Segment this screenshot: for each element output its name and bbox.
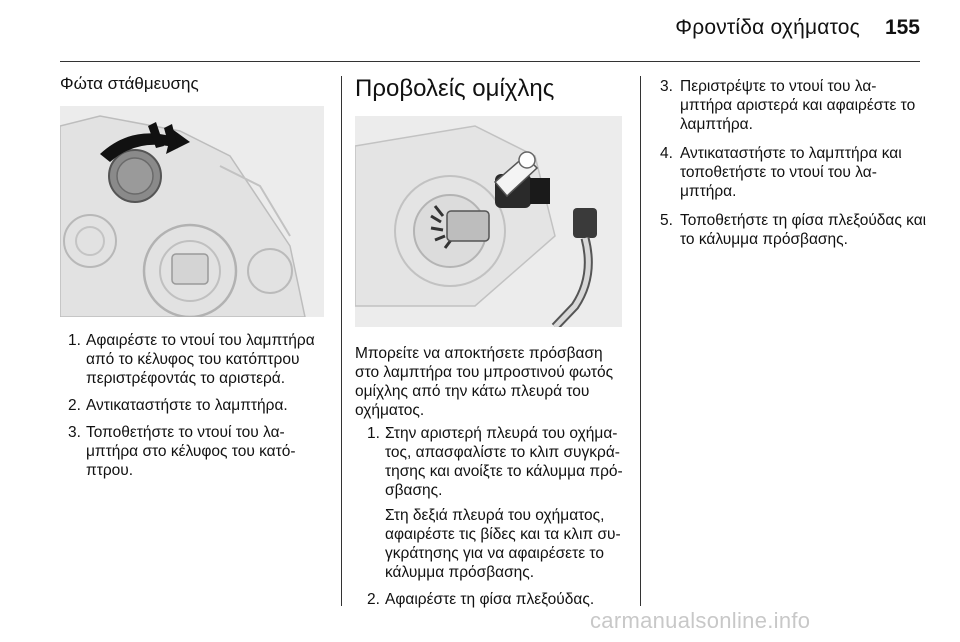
list-item: 4. Αντικαταστήστε το λαμπτήρα και τοποθετήστε το ντουί του λα-μπτήρα. <box>660 145 902 200</box>
header-rule <box>60 61 920 62</box>
list-item: 1. Αφαιρέστε το ντουί του λαμπτήρα από το κέλυφος του κατόπτρου περιστρέφοντάς το αριστερά. <box>68 332 315 387</box>
step-sub-paragraph: Στη δεξιά πλευρά του οχήματος, αφαιρέστε τις βίδες και τα κλιπ συ-γκράτησης για να αφαιρέσετε το κάλυμμα πρόσβασης. <box>385 507 621 581</box>
running-header-title: Φροντίδα οχήματος <box>675 16 860 39</box>
list-item: 2. Αφαιρέστε τη φίσα πλεξούδας. <box>367 591 595 608</box>
list-item: 2. Αντικαταστήστε το λαμπτήρα. <box>68 397 288 414</box>
page-number: 155 <box>884 16 920 39</box>
left-step-list <box>60 331 328 480</box>
right-step-list <box>660 77 928 249</box>
fog-light-intro-paragraph: Μπορείτε να αποκτήσετε πρόσβαση στο λαμπτήρα του μπροστινού φωτός ομίχλης από την κάτω πλευρά του οχήματος. <box>355 345 614 419</box>
list-item: 1. Στην αριστερή πλευρά του οχήμα-τος, απασφαλίστε το κλιπ συγκρά-τησης και ανοίξτε το κάλυμμα πρό-σβασης. Στη δεξιά πλευρά του οχήματος, αφαιρέστε τις βίδες και τα κλιπ συ-γκράτησης για να αφαιρέσετε το κάλυμμα πρόσβασης. <box>355 424 627 582</box>
column-divider-2 <box>640 76 641 606</box>
middle-step-list <box>355 424 627 609</box>
column-divider-1 <box>341 76 342 606</box>
middle-column <box>355 72 627 617</box>
left-column <box>60 72 328 488</box>
section-heading-parking-lights: Φώτα στάθμευσης <box>60 74 199 93</box>
fog-light-illustration <box>355 116 622 327</box>
parking-light-illustration <box>60 106 324 317</box>
list-item: 5. Τοποθετήστε τη φίσα πλεξούδας και το κάλυμμα πρόσβασης. <box>660 212 927 248</box>
list-item: 3. Τοποθετήστε το ντουί του λα-μπτήρα στο κέλυφος του κατό-πτρου. <box>68 424 296 479</box>
section-heading-fog-lights: Προβολείς ομίχλης <box>355 75 555 102</box>
list-item: 3. Περιστρέψτε το ντουί του λα-μπτήρα αριστερά και αφαιρέστε το λαμπτήρα. <box>660 78 916 133</box>
right-column <box>660 77 928 259</box>
watermark: carmanualsonline.info <box>590 608 811 633</box>
